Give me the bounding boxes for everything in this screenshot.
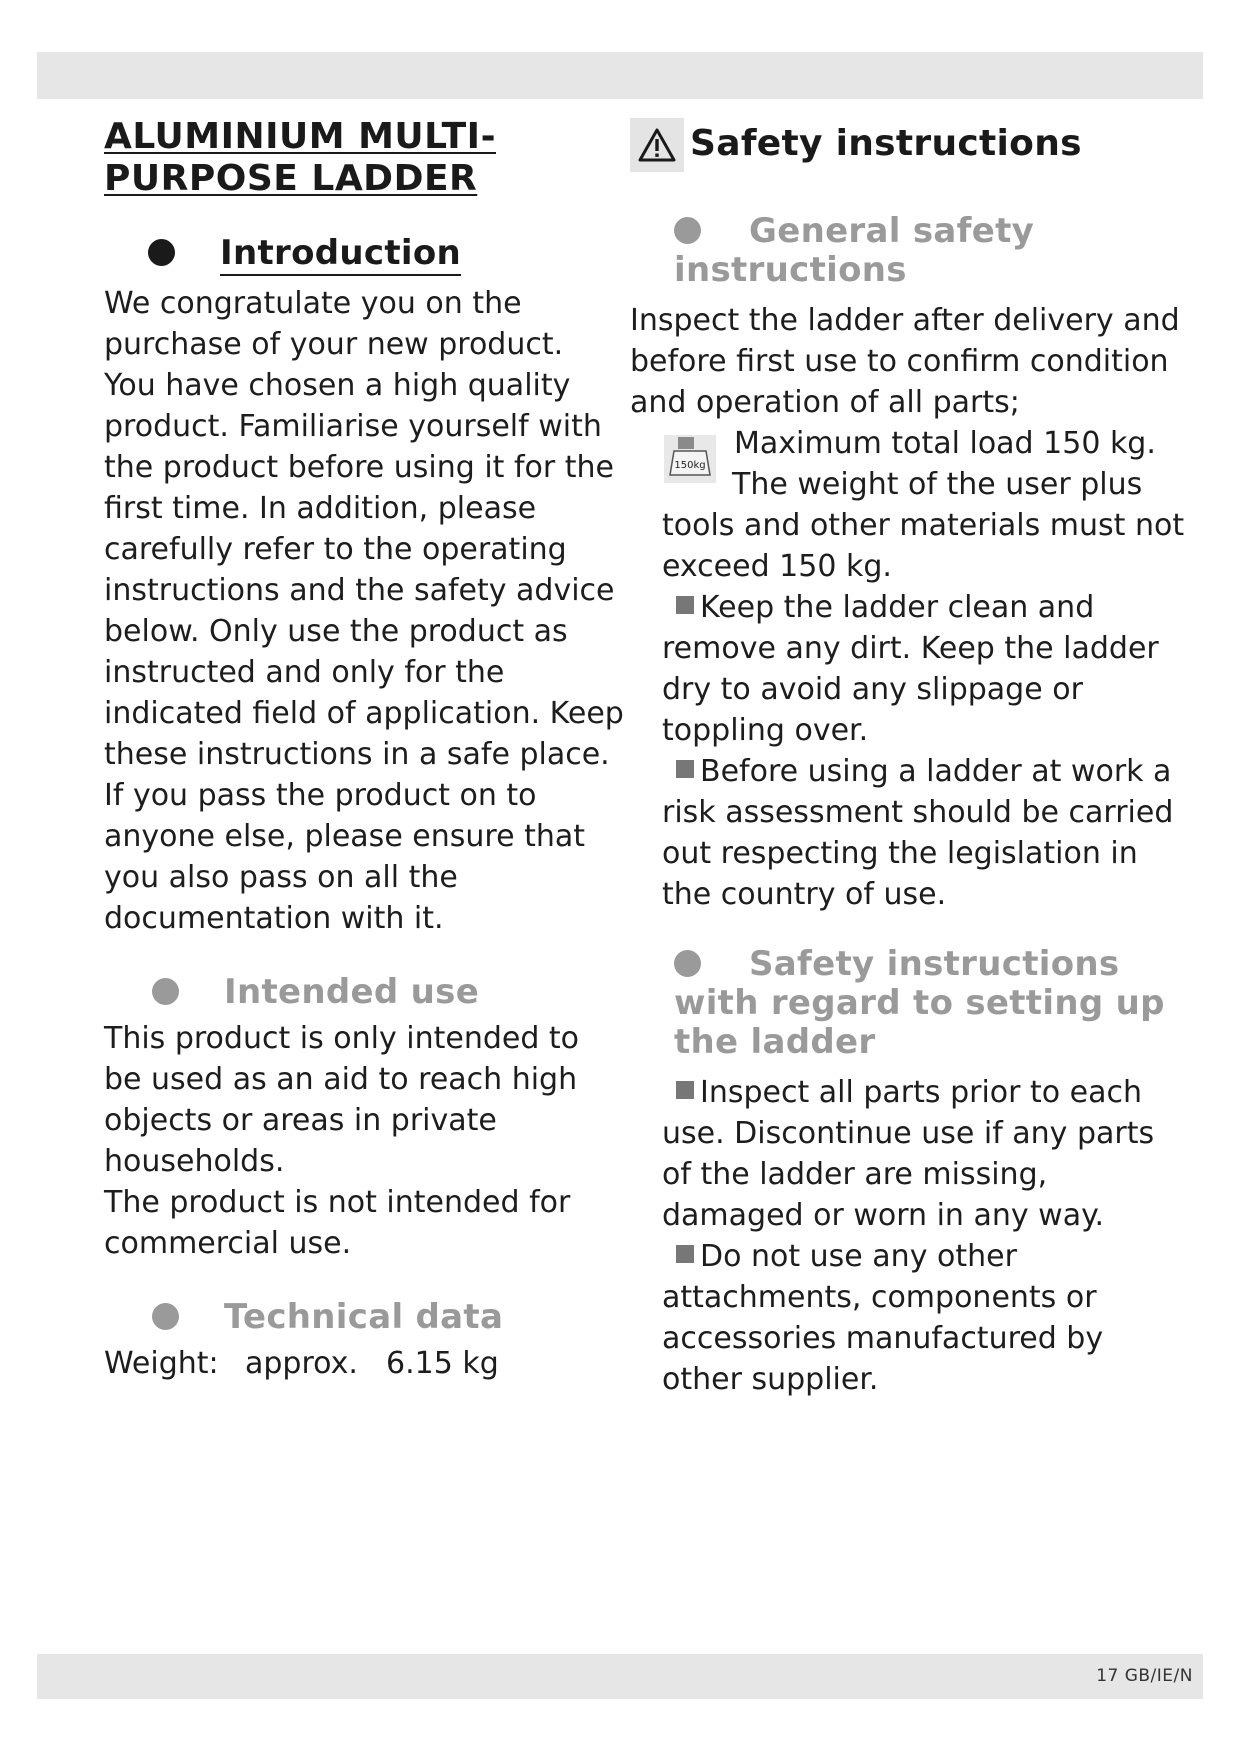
setup-safety-heading-label: Safety instructions with regard to setting up the ladder (674, 944, 1165, 1062)
footer-band (37, 1654, 1203, 1699)
weight-label: Weight: (104, 1346, 219, 1381)
setup-bullet-2-text: Do not use any other attachments, components or accessories manufactured by other supplier. (662, 1239, 1104, 1397)
technical-data-heading-label: Technical data (224, 1297, 504, 1337)
bullet-dot-icon (148, 239, 175, 266)
setup-bullet-1 (630, 1072, 1190, 1236)
general-bullet-1-text: Keep the ladder clean and remove any dirt. Keep the ladder dry to avoid any slippage or toppling over. (662, 590, 1159, 748)
setup-bullet-2 (630, 1236, 1190, 1400)
technical-data-heading (152, 1298, 624, 1337)
max-load-line-2-text: The weight of the user plus tools and other materials must not exceed 150 kg. (662, 467, 1185, 584)
intended-use-heading-label: Intended use (224, 972, 480, 1012)
document-title (104, 116, 624, 200)
load-icon-label: 150kg (674, 460, 706, 471)
general-safety-intro: Inspect the ladder after delivery and before first use to confirm condition and operation of all parts; (630, 303, 1180, 420)
title-line-2: PURPOSE LADDER (104, 158, 478, 199)
bullet-dot-icon (152, 1303, 179, 1330)
safety-title-block (630, 110, 1190, 168)
weight-qualifier: approx. (245, 1346, 358, 1381)
square-bullet-icon (676, 1245, 694, 1263)
bullet-dot-icon (152, 978, 179, 1005)
intended-use-text-1: This product is only intended to be used as an aid to reach high objects or areas in private households. (104, 1021, 580, 1179)
max-load-block (630, 423, 1190, 587)
general-safety-heading-label: General safety instructions (674, 211, 1035, 290)
setup-bullet-1-text: Inspect all parts prior to each use. Discontinue use if any parts of the ladder are missing, damaged or worn in any way. (662, 1075, 1155, 1233)
general-bullet-1 (630, 587, 1190, 751)
general-bullet-2 (630, 751, 1190, 915)
intended-use-text-2: The product is not intended for commercial use. (104, 1185, 571, 1261)
square-bullet-icon (676, 596, 694, 614)
introduction-heading (148, 234, 624, 273)
right-column (630, 110, 1190, 1400)
warning-triangle-icon (630, 118, 684, 172)
max-load-line-1: Maximum total load 150 kg. (734, 426, 1156, 461)
intended-use-heading (152, 973, 624, 1012)
bullet-dot-icon (674, 950, 701, 977)
setup-safety-heading (630, 945, 1190, 1062)
general-bullet-2-text: Before using a ladder at work a risk assessment should be carried out respecting the legislation in the country of use. (662, 754, 1174, 912)
introduction-text: We congratulate you on the purchase of your new product. You have chosen a high quality product. Familiarise yourself with the product before using it for the first time. In addition, please carefully refer to the operating instructions and the safety advice below. Only use the product as instructed and only for the indicated field of application. Keep these instructions in a safe place. If you pass the product on to anyone else, please ensure that you also pass on all the documentation with it. (104, 286, 624, 936)
safety-instructions-title: Safety instructions (690, 123, 1082, 164)
page-number: 17 GB/IE/N (1096, 1666, 1193, 1686)
weight-row (104, 1343, 624, 1384)
weight-load-icon (664, 435, 716, 483)
left-column (104, 110, 624, 1384)
title-line-1: ALUMINIUM MULTI- (104, 116, 497, 157)
weight-value: 6.15 kg (386, 1346, 499, 1381)
bullet-dot-icon (674, 217, 701, 244)
header-band (37, 52, 1203, 99)
general-safety-heading (630, 212, 1190, 290)
introduction-heading-label: Introduction (220, 233, 461, 276)
square-bullet-icon (676, 1081, 694, 1099)
square-bullet-icon (676, 760, 694, 778)
